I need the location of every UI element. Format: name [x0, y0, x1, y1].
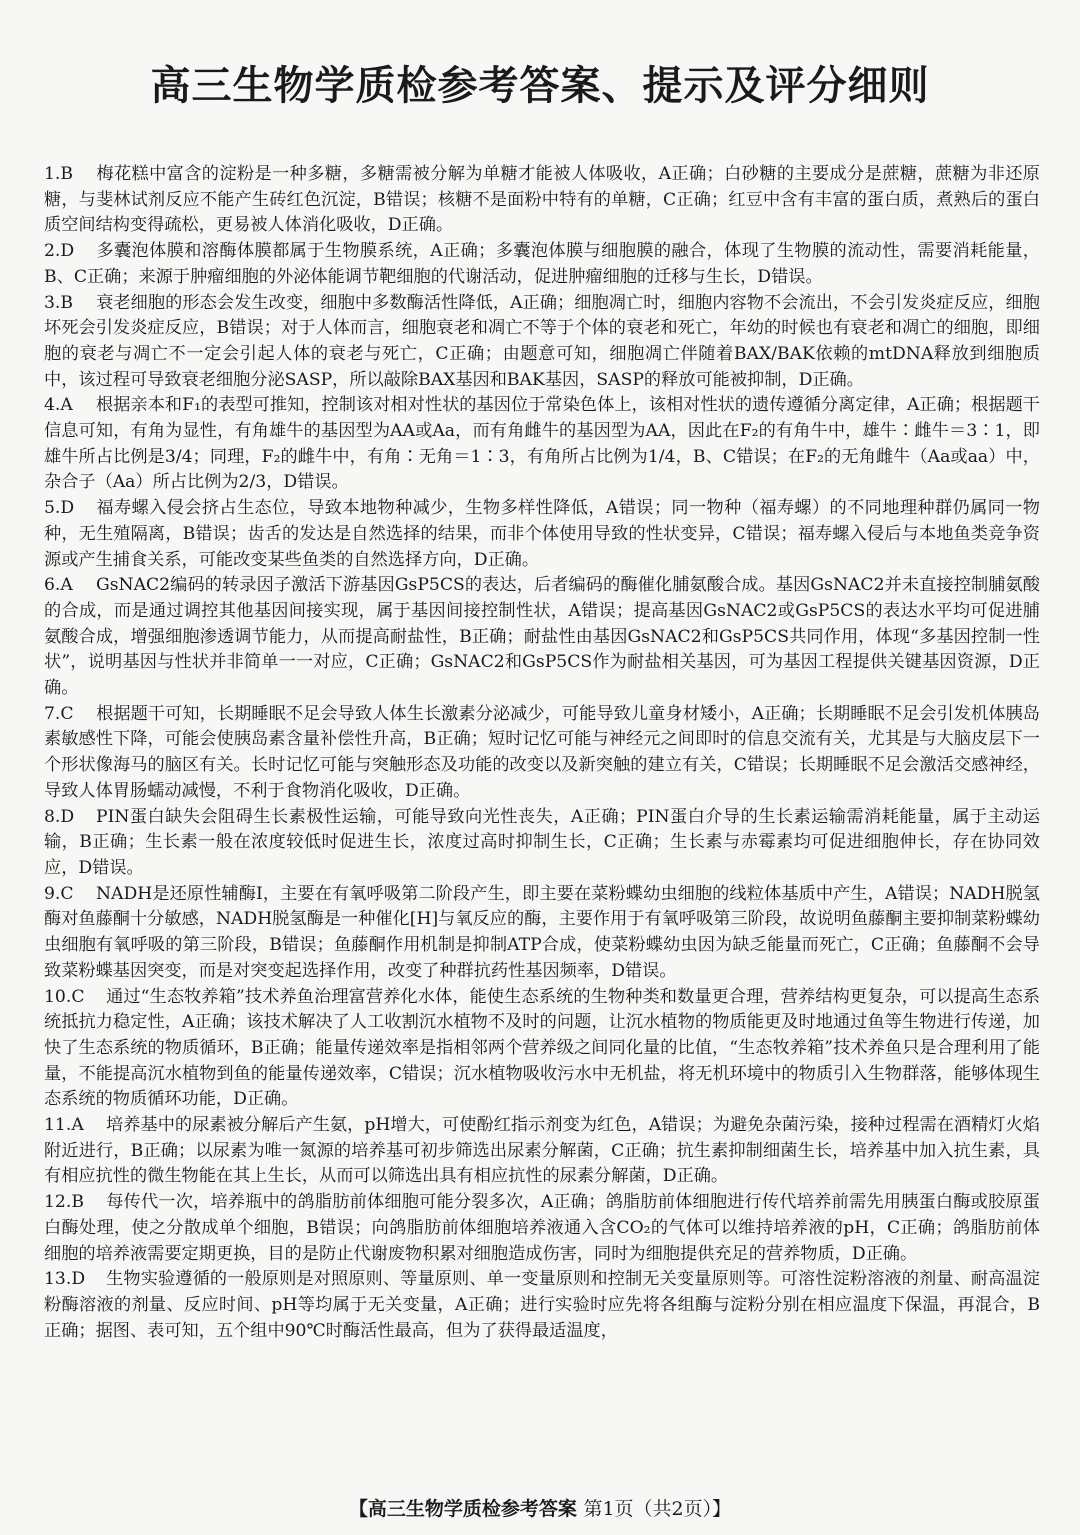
- answer-number: 12.B: [44, 1192, 84, 1213]
- answer-number: 13.D: [44, 1269, 86, 1290]
- answer-number: 1.B: [44, 164, 74, 184]
- answer-item-13: [44, 1267, 1040, 1344]
- answer-item-10: [44, 985, 1040, 1114]
- answer-explanation: 衰老细胞的形态会发生改变，细胞中多数酶活性降低，A正确；细胞凋亡时，细胞内容物不会流出，不会引发炎症反应，细胞坏死会引发炎症反应，B错误；对于人体而言，细胞衰老和凋亡不等于个体的衰老和死亡，年幼的时候也有衰老和凋亡的细胞，即细胞的衰老与凋亡不一定会引起人体的衰老与死亡，C正确；由题意可知，细胞凋亡伴随着BAX/BAK依赖的mtDNA释放到细胞质中，该过程可导致衰老细胞分泌SASP，所以敲除BAX基因和BAK基因，SASP的释放可能被抑制，D正确。: [44, 292, 1040, 390]
- answer-explanation: 福寿螺入侵会挤占生态位，导致本地物种减少，生物多样性降低，A错误；同一物种（福寿螺）的不同地理种群仍属同一物种，无生殖隔离，B错误；齿舌的发达是自然选择的结果，而非个体使用导致的性状变异，C错误；福寿螺入侵后与本地鱼类竞争资源或产生捕食关系，可能改变某些鱼类的自然选择方向，D正确。: [44, 498, 1040, 570]
- answer-number: 6.A: [44, 575, 73, 596]
- answer-item-12: [44, 1190, 1040, 1267]
- footer-page-number: 第1页（共2页）】: [583, 1498, 732, 1520]
- answer-number: 10.C: [44, 986, 85, 1007]
- answer-number: 9.C: [44, 883, 74, 904]
- answer-explanation: 根据亲本和F₁的表型可推知，控制该对相对性状的基因位于常染色体上，该相对性状的遗传遵循分离定律，A正确；根据题干信息可知，有角为显性，有角雄牛的基因型为AA或Aa，而有角雌牛的基因型为AA，因此在F₂的有角牛中，雄牛∶雌牛＝3∶1，即雄牛所占比例是3/4；同理，F₂的雌牛中，有角∶无角＝1∶3，有角所占比例为1/4，B、C错误；在F₂的无角雌牛（Aa或aa）中，杂合子（Aa）所占比例为2/3，D错误。: [44, 395, 1040, 493]
- answer-explanation: 通过“生态牧养箱”技术养鱼治理富营养化水体，能使生态系统的生物种类和数量更合理，营养结构更复杂，可以提高生态系统抵抗力稳定性，A正确；该技术解决了人工收割沉水植物不及时的问题，让沉水植物的物质能更及时地通过鱼等生物进行传递，加快了生态系统的物质循环，B正确；能量传递效率是指相邻两个营养级之间同化量的比值，“生态牧养箱”技术养鱼只是合理利用了能量，不能提高沉水植物到鱼的能量传递效率，C错误；沉水植物吸收污水中无机盐，将无机环境中的物质引入生物群落，能够体现生态系统的物质循环功能，D正确。: [44, 986, 1040, 1110]
- answer-explanation: 根据题干可知，长期睡眠不足会导致人体生长激素分泌减少，可能导致儿童身材矮小，A正确；长期睡眠不足会引发机体胰岛素敏感性下降，可能会使胰岛素含量补偿性升高，B正确；短时记忆可能与神经元之间即时的信息交流有关，尤其是与大脑皮层下一个形状像海马的脑区有关。长时记忆可能与突触形态及功能的改变以及新突触的建立有关，C错误；长期睡眠不足会激活交感神经，导致人体胃肠蠕动减慢，不利于食物消化吸收，D正确。: [44, 703, 1040, 801]
- answer-explanation: 多囊泡体膜和溶酶体膜都属于生物膜系统，A正确；多囊泡体膜与细胞膜的融合，体现了生物膜的流动性，需要消耗能量，B、C正确；来源于肿瘤细胞的外泌体能调节靶细胞的代谢活动，促进肿瘤细胞的迁移与生长，D错误。: [44, 241, 1040, 287]
- answer-item-3: [44, 291, 1040, 394]
- page-title: 高三生物学质检参考答案、提示及评分细则: [150, 63, 930, 109]
- answer-explanation: 每传代一次，培养瓶中的鸽脂肪前体细胞可能分裂多次，A正确；鸽脂肪前体细胞进行传代培养前需先用胰蛋白酶或胶原蛋白酶处理，使之分散成单个细胞，B错误；向鸽脂肪前体细胞培养液通入含CO₂的气体可以维持培养液的pH，C正确；鸽脂肪前体细胞的培养液需要定期更换，目的是防止代谢废物积累对细胞造成伤害，同时为细胞提供充足的营养物质，D正确。: [44, 1192, 1040, 1264]
- answer-item-11: [44, 1113, 1040, 1190]
- answer-explanation: PIN蛋白缺失会阻碍生长素极性运输，可能导致向光性丧失，A正确；PIN蛋白介导的生长素运输需消耗能量，属于主动运输，B正确；生长素一般在浓度较低时促进生长，浓度过高时抑制生长，C正确；生长素与赤霉素均可促进细胞伸长，存在协同效应，D错误。: [44, 806, 1040, 878]
- answer-explanation: GsNAC2编码的转录因子激活下游基因GsP5CS的表达，后者编码的酶催化脯氨酸合成。基因GsNAC2并未直接控制脯氨酸的合成，而是通过调控其他基因间接实现，属于基因间接控制性状，A错误；提高基因GsNAC2或GsP5CS的表达水平均可促进脯氨酸合成，增强细胞渗透调节能力，从而提高耐盐性，B正确；耐盐性由基因GsNAC2和GsP5CS共同作用，体现“多基因控制一性状”，说明基因与性状并非简单一一对应，C正确；GsNAC2和GsP5CS作为耐盐相关基因，可为基因工程提供关键基因资源，D正确。: [44, 575, 1040, 699]
- answer-item-4: [44, 393, 1040, 496]
- answer-number: 2.D: [44, 241, 75, 262]
- answer-number: 11.A: [44, 1115, 84, 1136]
- answer-explanation: 梅花糕中富含的淀粉是一种多糖，多糖需被分解为单糖才能被人体吸收，A正确；白砂糖的主要成分是蔗糖，蔗糖为非还原糖，与斐林试剂反应不能产生砖红色沉淀，B错误；核糖不是面粉中特有的单糖，C正确；红豆中含有丰富的蛋白质，煮熟后的蛋白质空间结构变得疏松，更易被人体消化吸收，D正确。: [44, 164, 1040, 236]
- answer-item-1: [44, 162, 1040, 239]
- answer-number: 3.B: [44, 292, 74, 313]
- answer-item-5: [44, 496, 1040, 573]
- answer-item-7: [44, 702, 1040, 805]
- answer-item-8: [44, 805, 1040, 882]
- answer-item-6: [44, 573, 1040, 702]
- answer-number: 7.C: [44, 703, 74, 724]
- answer-explanation: NADH是还原性辅酶Ⅰ，主要在有氧呼吸第二阶段产生，即主要在菜粉蝶幼虫细胞的线粒体基质中产生，A错误；NADH脱氢酶对鱼藤酮十分敏感，NADH脱氢酶是一种催化[H]与氧反应的酶，主要作用于有氧呼吸第三阶段，故说明鱼藤酮主要抑制菜粉蝶幼虫细胞有氧呼吸的第三阶段，B错误；鱼藤酮作用机制是抑制ATP合成，使菜粉蝶幼虫因为缺乏能量而死亡，C正确；鱼藤酮不会导致菜粉蝶基因突变，而是对突变起选择作用，改变了种群抗药性基因频率，D错误。: [44, 883, 1040, 981]
- footer-doc-title: 【高三生物学质检参考答案: [348, 1498, 577, 1520]
- answer-explanation: 生物实验遵循的一般原则是对照原则、等量原则、单一变量原则和控制无关变量原则等。可溶性淀粉溶液的剂量、耐高温淀粉酶溶液的剂量、反应时间、pH等均属于无关变量，A正确；进行实验时应先将各组酶与淀粉分别在相应温度下保温，再混合，B正确；据图、表可知，五个组中90℃时酶活性最高，但为了获得最适温度，: [44, 1269, 1040, 1341]
- answer-number: 4.A: [44, 395, 73, 416]
- answer-list: [44, 162, 1040, 1344]
- answer-item-2: [44, 239, 1040, 290]
- answer-number: 5.D: [44, 498, 75, 519]
- page-footer: [0, 1497, 1080, 1521]
- answer-number: 8.D: [44, 806, 75, 827]
- answer-item-9: [44, 882, 1040, 985]
- answer-explanation: 培养基中的尿素被分解后产生氨，pH增大，可使酚红指示剂变为红色，A错误；为避免杂菌污染，接种过程需在酒精灯火焰附近进行，B正确；以尿素为唯一氮源的培养基可初步筛选出尿素分解菌，C正确；抗生素抑制细菌生长，培养基中加入抗生素，具有相应抗性的微生物能在其上生长，从而可以筛选出具有相应抗性的尿素分解菌，D正确。: [44, 1115, 1040, 1187]
